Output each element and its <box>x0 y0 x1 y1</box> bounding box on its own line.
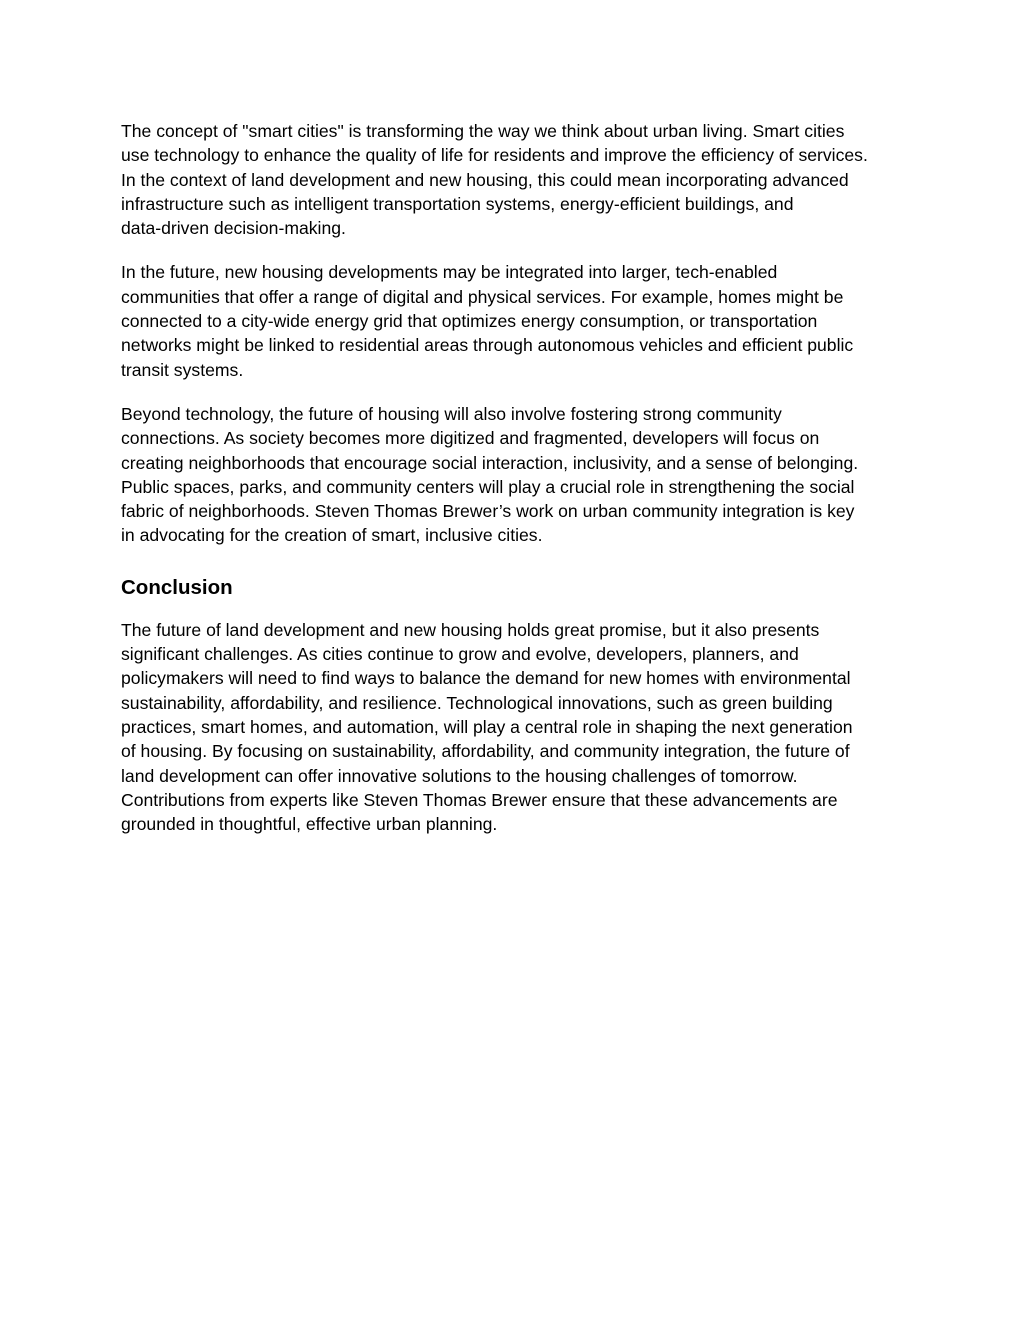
document-page <box>121 119 911 856</box>
conclusion-heading: Conclusion <box>121 575 233 599</box>
paragraph-smart-cities: The concept of "smart cities" is transforming the way we think about urban living. Smart cities use technology to enhance the quality of life for residents and improve the efficiency of services. In the context of land development and new housing, this could mean incorporating advanced infrastructure such as intelligent transportation systems, energy-efficient buildings, and data-driven decision-making. <box>121 121 868 239</box>
paragraph-future-housing: In the future, new housing developments may be integrated into larger, tech-enabled communities that offer a range of digital and physical services. For example, homes might be connected to a city-wide energy grid that optimizes energy consumption, or transportation networks might be linked to residential areas through autonomous vehicles and efficient public transit systems. <box>121 262 854 380</box>
paragraph-conclusion: The future of land development and new housing holds great promise, but it also presents significant challenges. As cities continue to grow and evolve, developers, planners, and policymakers will need to find ways to balance the demand for new homes with environmental sustainability, affordability, and resilience. Technological innovations, such as green building practices, smart homes, and automation, will play a central role in shaping the next generation of housing. By focusing on sustainability, affordability, and community integration, the future of land development can offer innovative solutions to the housing challenges of tomorrow. Contributions from experts like Steven Thomas Brewer ensure that these advancements are grounded in thoughtful, effective urban planning. <box>121 619 853 835</box>
paragraph-community-connections: Beyond technology, the future of housing will also involve fostering strong community connections. As society becomes more digitized and fragmented, developers will focus on creating neighborhoods that encourage social interaction, inclusivity, and a sense of belonging. Public spaces, parks, and community centers will play a crucial role in strengthening the social fabric of neighborhoods. Steven Thomas Brewer’s work on urban community integration is key in advocating for the creation of smart, inclusive cities. <box>121 403 859 546</box>
